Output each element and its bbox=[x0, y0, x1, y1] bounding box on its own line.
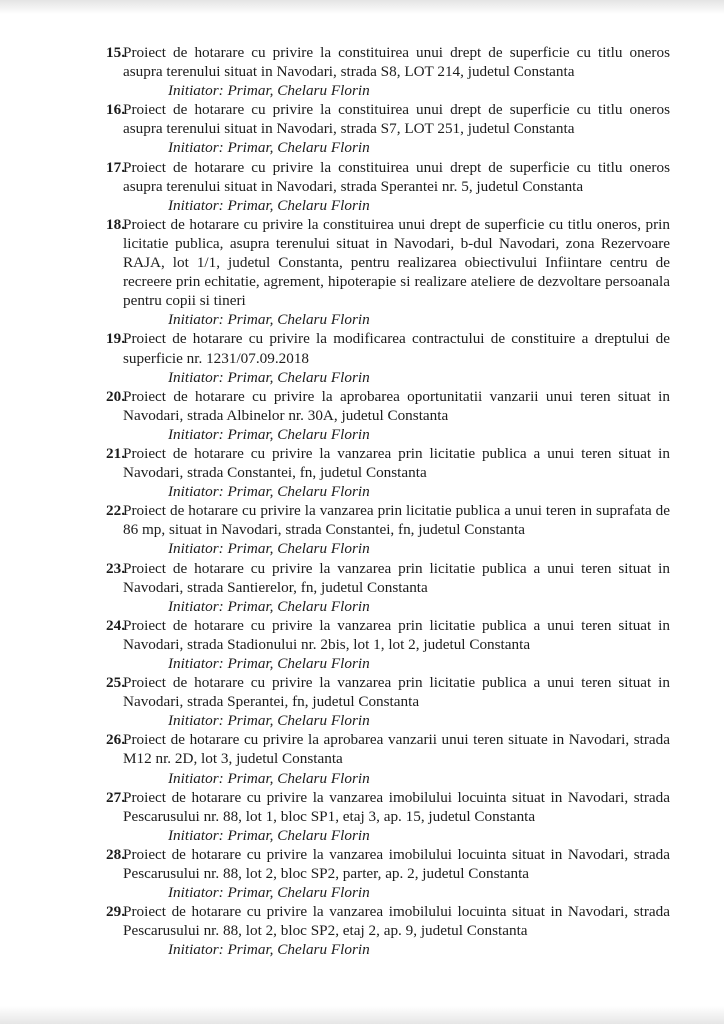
agenda-item-text: Proiect de hotarare cu privire la vanzarea imobilului locuinta situat in Navodari, strada Pescarusului nr. 88, lot 2, bloc SP2, parter, ap. 2, judetul Constanta bbox=[123, 845, 670, 883]
agenda-item-number: 20. bbox=[106, 387, 125, 405]
agenda-item-number: 27. bbox=[106, 788, 125, 806]
agenda-item-number: 26. bbox=[106, 731, 125, 749]
agenda-item bbox=[106, 444, 670, 501]
agenda-item-initiator: Initiator: Primar, Chelaru Florin bbox=[168, 597, 370, 615]
agenda-item-initiator: Initiator: Primar, Chelaru Florin bbox=[168, 884, 370, 902]
agenda-item-text: Proiect de hotarare cu privire la vanzarea prin licitatie publica a unui teren situat in Navodari, strada Constantei, fn, judetul Constanta bbox=[123, 444, 670, 482]
agenda-item-initiator: Initiator: Primar, Chelaru Florin bbox=[168, 139, 370, 157]
agenda-item bbox=[106, 158, 670, 215]
agenda-item bbox=[106, 730, 670, 787]
agenda-list bbox=[106, 43, 670, 960]
agenda-item-initiator: Initiator: Primar, Chelaru Florin bbox=[168, 483, 370, 501]
agenda-item bbox=[106, 329, 670, 386]
agenda-item bbox=[106, 43, 670, 100]
agenda-item-number: 24. bbox=[106, 616, 125, 634]
agenda-item-text: Proiect de hotarare cu privire la modificarea contractului de constituire a dreptului de superficie nr. 1231/07.09.2018 bbox=[123, 330, 670, 367]
agenda-item-text: Proiect de hotarare cu privire la vanzarea imobilului locuinta situat in Navodari, strada Pescarusului nr. 88, lot 2, bloc SP2, etaj 2, ap. 9, judetul Constanta bbox=[123, 903, 670, 940]
agenda-item bbox=[106, 215, 670, 330]
agenda-item-initiator: Initiator: Primar, Chelaru Florin bbox=[168, 769, 370, 787]
agenda-item bbox=[106, 387, 670, 444]
agenda-item-number: 16. bbox=[106, 101, 125, 119]
agenda-item-number: 15. bbox=[106, 44, 125, 61]
agenda-item-number: 18. bbox=[106, 215, 125, 233]
agenda-item-text: Proiect de hotarare cu privire la vanzarea prin licitatie publica a unui teren situat in Navodari, strada Stadionului nr. 2bis, lot 1, lot 2, judetul Constanta bbox=[123, 616, 670, 653]
agenda-item bbox=[106, 616, 670, 673]
agenda-item-number: 28. bbox=[106, 845, 125, 863]
agenda-item-text: Proiect de hotarare cu privire la vanzarea prin licitatie publica a unui teren situat in Navodari, strada Santierelor, fn, judetul Constanta bbox=[123, 559, 670, 596]
agenda-item-initiator: Initiator: Primar, Chelaru Florin bbox=[168, 540, 370, 558]
agenda-item-number: 19. bbox=[106, 330, 125, 348]
agenda-item-number: 21. bbox=[106, 444, 125, 462]
agenda-item-initiator: Initiator: Primar, Chelaru Florin bbox=[168, 941, 370, 959]
scan-edge-top bbox=[0, 0, 724, 14]
agenda-item bbox=[106, 845, 670, 902]
agenda-item-number: 23. bbox=[106, 559, 125, 577]
agenda-item-text: Proiect de hotarare cu privire la aprobarea vanzarii unui teren situate in Navodari, strada M12 nr. 2D, lot 3, judetul Constanta bbox=[123, 731, 670, 768]
agenda-item-text: Proiect de hotarare cu privire la vanzarea imobilului locuinta situat in Navodari, strada Pescarusului nr. 88, lot 1, bloc SP1, etaj 3, ap. 15, judetul Constanta bbox=[123, 788, 670, 825]
agenda-item-initiator: Initiator: Primar, Chelaru Florin bbox=[168, 368, 370, 386]
agenda-item-number: 17. bbox=[106, 158, 125, 176]
agenda-item-text: Proiect de hotarare cu privire la constituirea unui drept de superficie cu titlu oneros asupra terenului situat in Navodari, strada S7, LOT 251, judetul Constanta bbox=[123, 101, 670, 138]
agenda-item-text: Proiect de hotarare cu privire la vanzarea prin licitatie publica a unui teren in suprafata de 86 mp, situat in Navodari, strada Constantei, fn, judetul Constanta bbox=[123, 502, 670, 539]
agenda-item-number: 22. bbox=[106, 502, 125, 520]
agenda-item bbox=[106, 100, 670, 157]
scan-edge-bottom bbox=[0, 1006, 724, 1024]
agenda-item-initiator: Initiator: Primar, Chelaru Florin bbox=[168, 82, 370, 100]
agenda-item-text: Proiect de hotarare cu privire la constituirea unui drept de superficie cu titlu oneros asupra terenului situat in Navodari, strada S8, LOT 214, judetul Constanta bbox=[123, 44, 670, 81]
agenda-item-initiator: Initiator: Primar, Chelaru Florin bbox=[168, 196, 370, 214]
agenda-item-number: 25. bbox=[106, 674, 125, 692]
agenda-item-text: Proiect de hotarare cu privire la constituirea unui drept de superficie cu titlu oneros, prin licitatie publica, asupra terenului situat in Navodari, b-dul Navodari, zona Rezervoare RAJA, lot 1/1, judetul Constanta, pentru realizarea obiectivului Infiintare centru de recreere prin echitatie, agrement, hipoterapie si realizare ateliere de dezvoltare persoanala pentru copii si tineri bbox=[123, 215, 670, 310]
agenda-item bbox=[106, 501, 670, 558]
agenda-item bbox=[106, 559, 670, 616]
agenda-item bbox=[106, 788, 670, 845]
agenda-item-initiator: Initiator: Primar, Chelaru Florin bbox=[168, 712, 370, 730]
agenda-item-text: Proiect de hotarare cu privire la aprobarea oportunitatii vanzarii unui teren situat in Navodari, strada Albinelor nr. 30A, judetul Constanta bbox=[123, 387, 670, 424]
agenda-item-initiator: Initiator: Primar, Chelaru Florin bbox=[168, 311, 370, 329]
agenda-item-text: Proiect de hotarare cu privire la vanzarea prin licitatie publica a unui teren situat in Navodari, strada Sperantei, fn, judetul Constanta bbox=[123, 674, 670, 711]
agenda-item bbox=[106, 673, 670, 730]
agenda-item-initiator: Initiator: Primar, Chelaru Florin bbox=[168, 826, 370, 844]
agenda-item-text: Proiect de hotarare cu privire la constituirea unui drept de superficie cu titlu oneros asupra terenului situat in Navodari, strada Sperantei nr. 5, judetul Constanta bbox=[123, 158, 670, 195]
agenda-item-initiator: Initiator: Primar, Chelaru Florin bbox=[168, 655, 370, 672]
agenda-item-number: 29. bbox=[106, 903, 125, 921]
agenda-item-initiator: Initiator: Primar, Chelaru Florin bbox=[168, 425, 370, 443]
agenda-item bbox=[106, 902, 670, 959]
